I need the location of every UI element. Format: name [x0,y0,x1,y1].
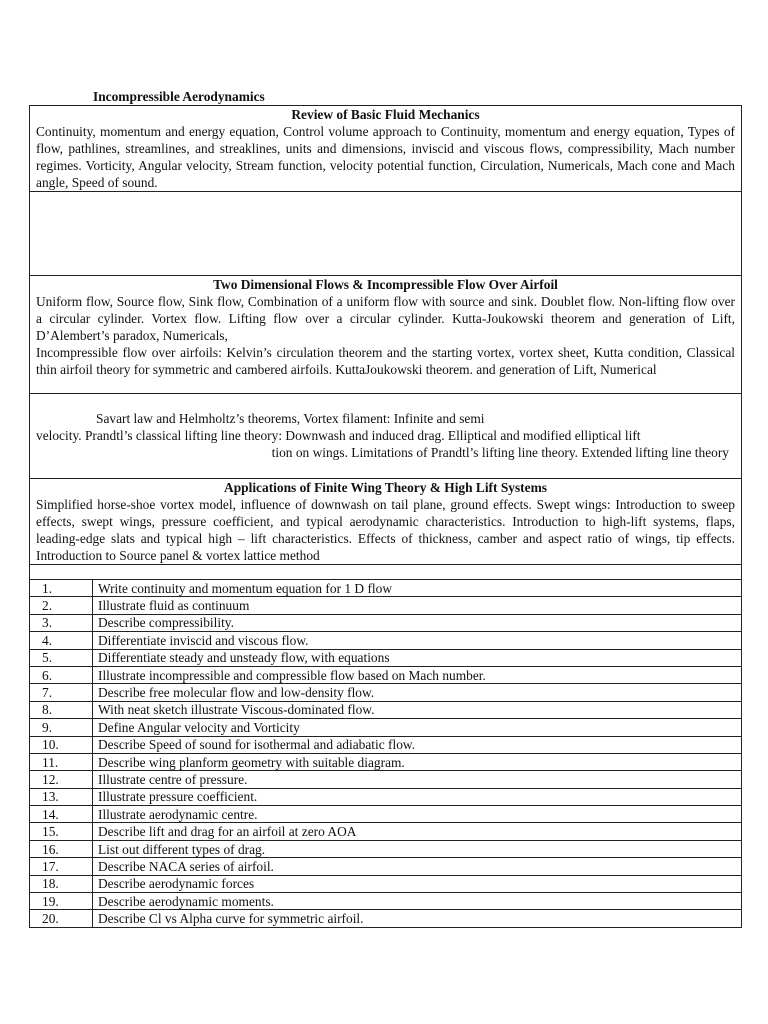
question-text: Describe free molecular flow and low-density flow. [93,684,742,701]
question-text: Describe Speed of sound for isothermal and adiabatic flow. [93,736,742,753]
question-row [30,840,742,857]
question-text: Describe compressibility. [93,614,742,631]
question-row [30,875,742,892]
question-number: 10. [30,736,93,753]
question-number: 2. [30,597,93,614]
question-text: Define Angular velocity and Vorticity [93,719,742,736]
question-text: Write continuity and momentum equation for 1 D flow [93,580,742,597]
question-number: 9. [30,719,93,736]
question-number: 4. [30,632,93,649]
question-row [30,684,742,701]
question-text: Describe aerodynamic forces [93,875,742,892]
question-number: 3. [30,614,93,631]
question-text: Describe lift and drag for an airfoil at zero AOA [93,823,742,840]
syllabus-table [29,105,742,580]
section-spacer [30,565,741,579]
section-body: Continuity, momentum and energy equation, Control volume approach to Continuity, momentum and energy equation, Types of flow, pathlines, streamlines, and streaklines, units and dimensions, inviscid and viscous flows, compressibility, Mach number regimes. Vorticity, Angular velocity, Stream function, velocity potential function, Circulation, Numericals, Mach cone and Mach angle, Speed of sound. [36,124,735,190]
section-body: Simplified horse-shoe vortex model, influence of downwash on tail plane, ground effects. Swept wings: Introduction to sweep effects, swept wings, pressure coefficient, and typical aerodynamic characteristics. Introduction to high-lift systems, flaps, leading-edge slats and typical high – lift characteristics. Effects of thickness, camber and aspect ratio of wings, tip effects. Introduction to Source panel & vortex lattice method [36,497,735,563]
section-heading: Two Dimensional Flows & Incompressible Flow Over Airfoil [213,277,558,292]
question-number: 17. [30,858,93,875]
question-number: 19. [30,893,93,910]
question-text: Illustrate pressure coefficient. [93,788,742,805]
question-row [30,580,742,597]
question-text: List out different types of drag. [93,840,742,857]
question-row [30,649,742,666]
question-text: Illustrate fluid as continuum [93,597,742,614]
question-row [30,597,742,614]
section-finite-wing-fragment [30,394,741,479]
question-text: Illustrate aerodynamic centre. [93,806,742,823]
section-two-dimensional-flows [30,276,741,394]
questions-table [29,579,742,928]
section-heading: Review of Basic Fluid Mechanics [291,107,480,122]
question-row [30,771,742,788]
question-row [30,719,742,736]
question-text: Describe aerodynamic moments. [93,893,742,910]
question-number: 12. [30,771,93,788]
question-text: Describe NACA series of airfoil. [93,858,742,875]
question-row [30,858,742,875]
question-number: 1. [30,580,93,597]
section-heading: Applications of Finite Wing Theory & High Lift Systems [224,480,547,495]
question-number: 13. [30,788,93,805]
section-body: Uniform flow, Source flow, Sink flow, Combination of a uniform flow with source and sink. Doublet flow. Non-lifting flow over a circular cylinder. Vortex flow. Lifting flow over a circular cylinder. Kutta-Joukowski theorem and generation of Lift, D’Alembert’s paradox, Numericals, [36,294,735,343]
question-number: 8. [30,701,93,718]
question-text: Differentiate steady and unsteady flow, with equations [93,649,742,666]
question-row [30,614,742,631]
document-title: Incompressible Aerodynamics [93,89,265,104]
question-number: 18. [30,875,93,892]
question-row [30,806,742,823]
section-empty [30,192,741,276]
section-body-airfoils: Incompressible flow over airfoils: Kelvin’s circulation theorem and the starting vortex, vortex sheet, Kutta condition, Classical thin airfoil theory for symmetric and cambered airfoils. KuttaJoukowski theorem. and generation of Lift, Numerical [36,345,735,377]
question-text: Describe wing planform geometry with suitable diagram. [93,753,742,770]
question-number: 14. [30,806,93,823]
fragment-line-1: Savart law and Helmholtz’s theorems, Vortex filament: Infinite and semi [96,411,485,426]
question-row [30,632,742,649]
question-row [30,823,742,840]
question-row [30,736,742,753]
question-text: Differentiate inviscid and viscous flow. [93,632,742,649]
fragment-line-2: velocity. Prandtl’s classical lifting line theory: Downwash and induced drag. Elliptical and modified elliptical lift [36,428,641,443]
question-number: 6. [30,666,93,683]
question-row [30,666,742,683]
section-applications-finite-wing [30,479,741,565]
question-row [30,893,742,910]
fragment-line-3: tion on wings. Limitations of Prandtl’s lifting line theory. Extended lifting line theory [271,445,729,460]
question-text: With neat sketch illustrate Viscous-dominated flow. [93,701,742,718]
section-basic-fluid-mechanics [30,106,741,192]
question-row [30,910,742,927]
question-row [30,788,742,805]
question-number: 15. [30,823,93,840]
question-row [30,701,742,718]
question-number: 20. [30,910,93,927]
question-number: 11. [30,753,93,770]
question-number: 7. [30,684,93,701]
question-number: 16. [30,840,93,857]
question-text: Illustrate incompressible and compressible flow based on Mach number. [93,666,742,683]
question-text: Illustrate centre of pressure. [93,771,742,788]
question-text: Describe Cl vs Alpha curve for symmetric airfoil. [93,910,742,927]
question-row [30,753,742,770]
question-number: 5. [30,649,93,666]
